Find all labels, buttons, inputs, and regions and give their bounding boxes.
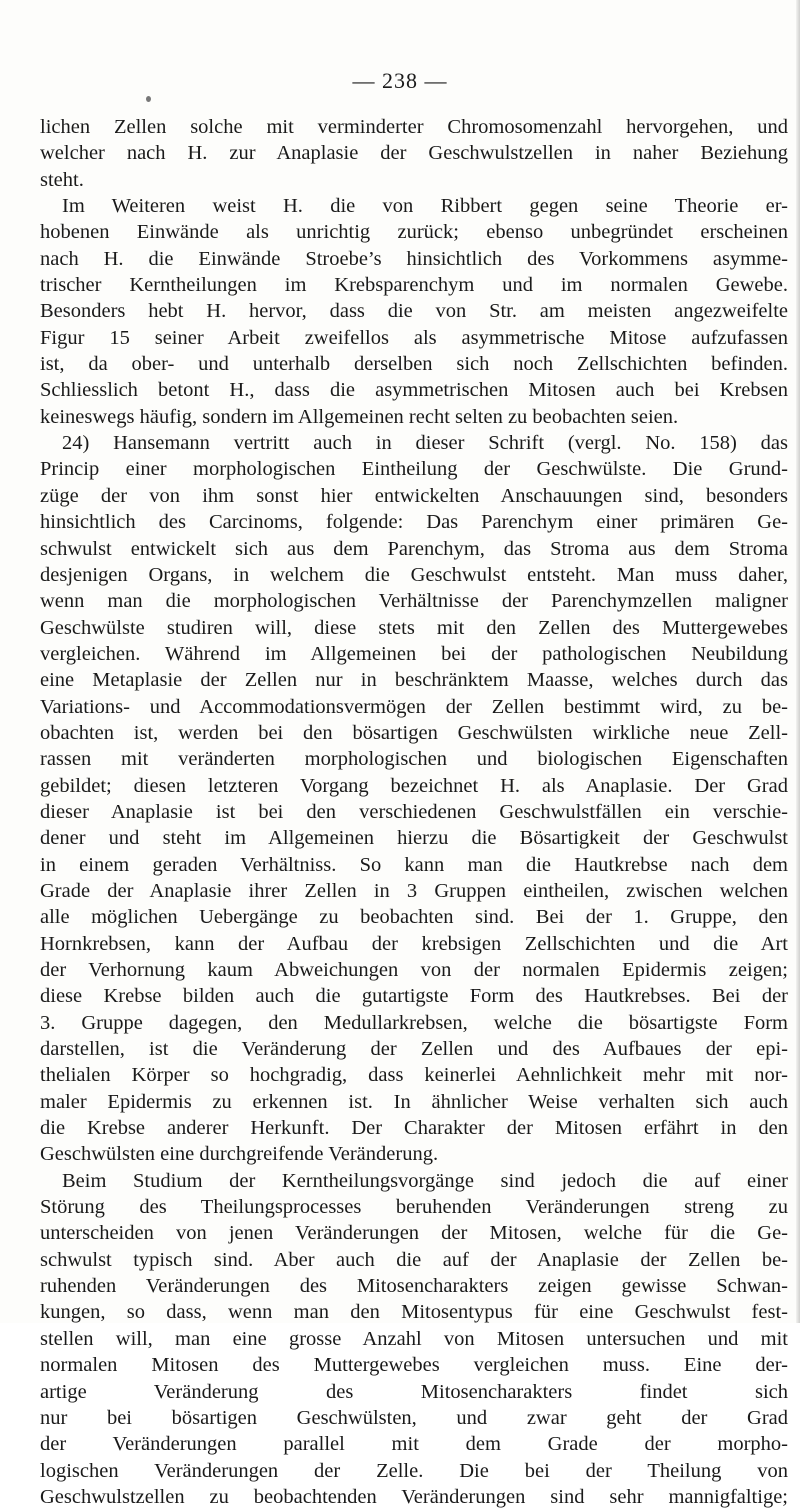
- text-line: kungen, so dass, wenn man den Mitosentypus für eine Geschwulst fest-: [40, 1301, 788, 1324]
- text-line: vergleichen. Während im Allgemeinen bei der pathologischen Neubildung: [40, 642, 788, 665]
- text-line: züge der von ihm sonst hier entwickelten Anschauungen sind, besonders: [40, 484, 788, 507]
- text-line: nur bei bösartigen Geschwülsten, und zwar geht der Grad: [40, 1406, 788, 1429]
- text-line: stellen will, man eine grosse Anzahl von Mitosen untersuchen und mit: [40, 1327, 788, 1350]
- text-line: keineswegs häufig, sondern im Allgemeinen recht selten zu beobachten seien.: [40, 405, 679, 428]
- print-speck: [146, 96, 151, 102]
- text-line: steht.: [40, 168, 84, 191]
- text-line: desjenigen Organs, in welchem die Geschwulst entsteht. Man muss daher,: [40, 563, 788, 586]
- text-line: dieser Anaplasie ist bei den verschiedenen Geschwulstfällen ein verschie-: [40, 800, 788, 823]
- text-line: unterscheiden von jenen Veränderungen der Mitosen, welche für die Ge-: [40, 1222, 788, 1245]
- text-line: Hornkrebsen, kann der Aufbau der krebsigen Zellschichten und die Art: [40, 932, 788, 955]
- text-line: der Veränderungen parallel mit dem Grade der morpho-: [40, 1433, 788, 1456]
- text-line: wenn man die morphologischen Verhältnisse der Parenchymzellen maligner: [40, 590, 788, 613]
- text-line: Figur 15 seiner Arbeit zweifellos als asymmetrische Mitose aufzufassen: [40, 326, 788, 349]
- text-line: in einem geraden Verhältniss. So kann man die Hautkrebse nach dem: [40, 853, 788, 876]
- text-line: Besonders hebt H. hervor, dass die von Str. am meisten angezweifelte: [40, 300, 788, 323]
- text-line: die Krebse anderer Herkunft. Der Charakter der Mitosen erfährt in den: [40, 1117, 788, 1140]
- text-line: hobenen Einwände als unrichtig zurück; ebenso unbegründet erscheinen: [40, 221, 788, 244]
- text-line: dener und steht im Allgemeinen hierzu die Bösartigkeit der Geschwulst: [40, 827, 788, 850]
- text-line: artige Veränderung des Mitosencharakters findet sich: [40, 1380, 788, 1403]
- text-line: eine Metaplasie der Zellen nur in beschränktem Maasse, welches durch das: [40, 669, 788, 692]
- text-line: trischer Kerntheilungen im Krebsparenchym und im normalen Gewebe.: [40, 274, 788, 297]
- text-line: obachten ist, werden bei den bösartigen Geschwülsten wirkliche neue Zell-: [40, 721, 788, 744]
- text-line: Schliesslich betont H., dass die asymmetrischen Mitosen auch bei Krebsen: [40, 379, 788, 402]
- text-line: Geschwülsten eine durchgreifende Veränderung.: [40, 1143, 439, 1166]
- text-line: Grade der Anaplasie ihrer Zellen in 3 Gruppen eintheilen, zwischen welchen: [40, 879, 788, 902]
- text-line: nach H. die Einwände Stroebe’s hinsichtlich des Vorkommens asymme-: [40, 247, 788, 270]
- text-line: 24) Hansemann vertritt auch in dieser Schrift (vergl. No. 158) das: [62, 432, 788, 455]
- text-line: alle möglichen Uebergänge zu beobachten sind. Bei der 1. Gruppe, den: [40, 906, 788, 929]
- text-line: ist, da ober- und unterhalb derselben sich noch Zellschichten befinden.: [40, 353, 788, 376]
- text-line: welcher nach H. zur Anaplasie der Geschwulstzellen in naher Beziehung: [40, 142, 788, 165]
- text-line: Störung des Theilungsprocesses beruhenden Veränderungen streng zu: [40, 1196, 788, 1219]
- text-line: Im Weiteren weist H. die von Ribbert gegen seine Theorie er-: [62, 195, 788, 218]
- text-line: 3. Gruppe dagegen, den Medullarkrebsen, welche die bösartigste Form: [40, 1011, 788, 1034]
- text-line: gebildet; diesen letzteren Vorgang bezeichnet H. als Anaplasie. Der Grad: [40, 774, 788, 797]
- text-line: hinsichtlich des Carcinoms, folgende: Das Parenchym einer primären Ge-: [40, 511, 788, 534]
- text-line: lichen Zellen solche mit verminderter Chromosomenzahl hervorgehen, und: [40, 116, 788, 138]
- text-line: darstellen, ist die Veränderung der Zellen und des Aufbaues der epi-: [40, 1038, 788, 1061]
- text-line: Variations- und Accommodationsvermögen der Zellen bestimmt wird, zu be-: [40, 695, 788, 718]
- text-line: logischen Veränderungen der Zelle. Die bei der Theilung von: [40, 1459, 788, 1482]
- page-number: — 238 —: [352, 68, 448, 93]
- text-line: Geschwulstzellen zu beobachtenden Veränderungen sind sehr mannigfaltige;: [40, 1485, 788, 1508]
- text-line: ruhenden Veränderungen des Mitosencharakters zeigen gewisse Schwan-: [40, 1275, 788, 1298]
- text-line: diese Krebse bilden auch die gutartigste Form des Hautkrebses. Bei der: [40, 985, 788, 1008]
- text-line: schwulst typisch sind. Aber auch die auf der Anaplasie der Zellen be-: [40, 1248, 788, 1271]
- text-line: der Verhornung kaum Abweichungen von der normalen Epidermis zeigen;: [40, 959, 788, 981]
- text-line: maler Epidermis zu erkennen ist. In ähnlicher Weise verhalten sich auch: [40, 1090, 788, 1113]
- page-edge-shadow: [796, 0, 800, 1323]
- text-line: schwulst entwickelt sich aus dem Parenchym, das Stroma aus dem Stroma: [40, 537, 788, 560]
- text-line: rassen mit veränderten morphologischen und biologischen Eigenschaften: [40, 748, 788, 771]
- text-line: Geschwülste studiren will, diese stets mit den Zellen des Muttergewebes: [40, 616, 788, 639]
- body-text: [40, 114, 788, 1510]
- text-line: normalen Mitosen des Muttergewebes vergleichen muss. Eine der-: [40, 1354, 788, 1377]
- text-line: Beim Studium der Kerntheilungsvorgänge sind jedoch die auf einer: [62, 1169, 788, 1192]
- text-line: thelialen Körper so hochgradig, dass keinerlei Aehnlichkeit mehr mit nor-: [40, 1064, 788, 1087]
- text-line: Princip einer morphologischen Eintheilung der Geschwülste. Die Grund-: [40, 458, 788, 481]
